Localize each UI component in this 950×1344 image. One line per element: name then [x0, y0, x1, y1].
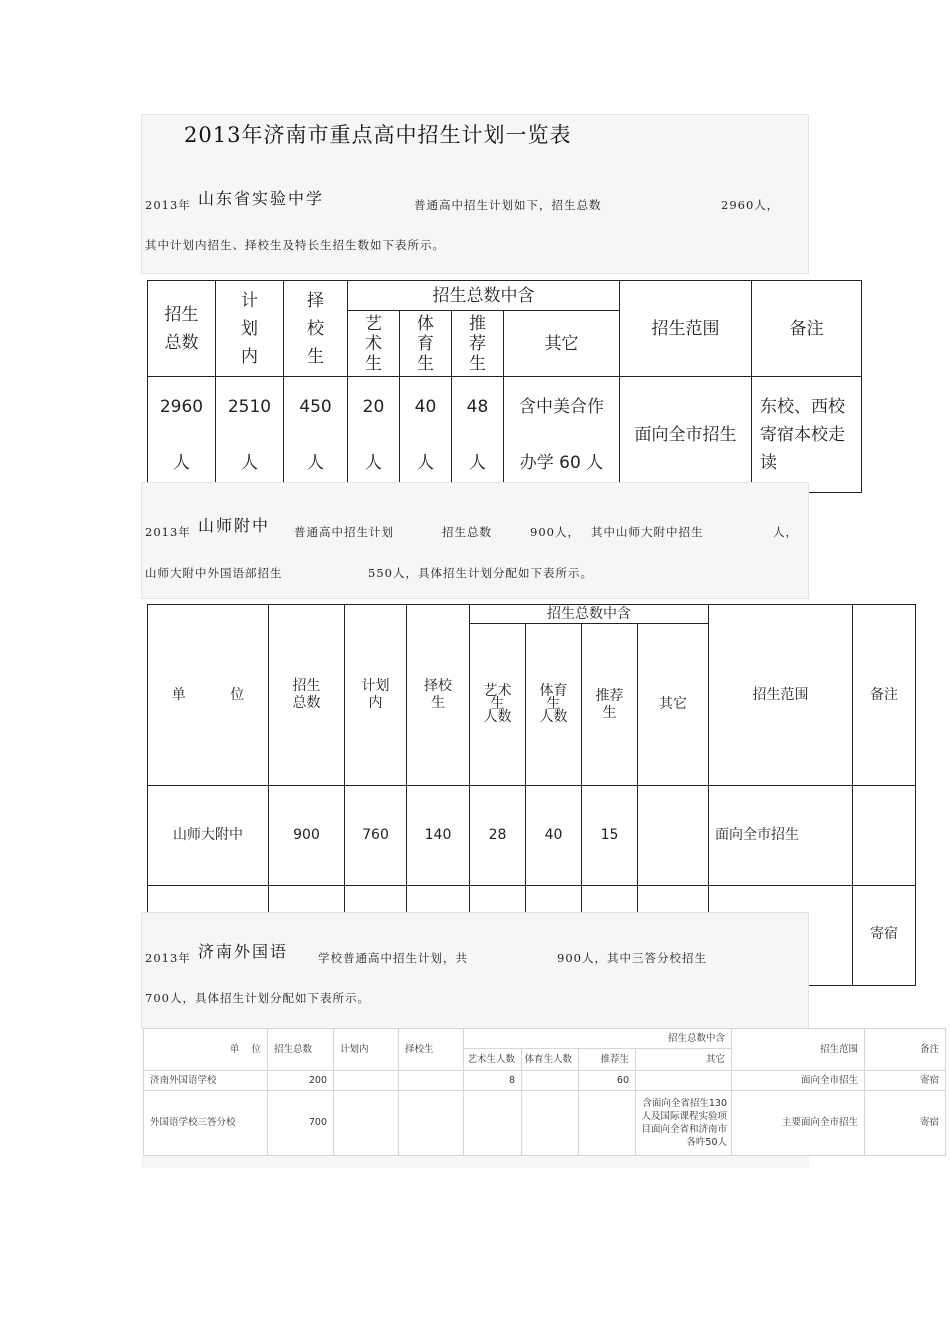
cell-note: 寄宿 [865, 1071, 946, 1091]
cell-unit: 外国语学校三答分校 [144, 1091, 268, 1156]
header-other: 其它 [636, 1049, 732, 1071]
header-plan: 计划内 [334, 1029, 399, 1071]
cell-note [853, 786, 916, 886]
cell-art: 20 人 [348, 377, 400, 493]
section-1-school: 山东省实验中学 [198, 189, 325, 208]
cell-range: 面向全市招生 [620, 377, 752, 493]
header-group: 招生总数中含 [348, 281, 620, 311]
cell-sport: 40 人 [400, 377, 452, 493]
header-total: 招生 总数 [269, 605, 345, 786]
section-2-panel [141, 482, 809, 599]
section-1-text-right: 2960人， [721, 198, 780, 212]
header-rec: 推 荐 生 [452, 311, 504, 377]
cell-total: 200 [268, 1071, 334, 1091]
cell-art [464, 1091, 522, 1156]
cell-plan [334, 1091, 399, 1156]
cell-plan [334, 1071, 399, 1091]
cell-range: 面向全市招生 [709, 786, 853, 886]
cell-note: 寄宿 [865, 1091, 946, 1156]
cell-total: 700 [268, 1091, 334, 1156]
section-2-text-mid3: 其中山师大附中招生 [591, 525, 704, 539]
header-art: 艺 术 生 [348, 311, 400, 377]
header-sport: 体育生人数 [522, 1049, 579, 1071]
header-art: 艺术生人数 [464, 1049, 522, 1071]
section-2-text-line2-left: 山师大附中外国语部招生 [145, 566, 283, 580]
section-2-text-mid2: 招生总数 [442, 525, 492, 539]
cell-select [399, 1091, 464, 1156]
cell-range: 面向全市招生 [732, 1071, 865, 1091]
cell-other [638, 786, 709, 886]
cell-note: 寄宿 [853, 886, 916, 986]
cell-rec: 60 [579, 1071, 636, 1091]
header-unit: 单 位 [144, 1029, 268, 1071]
header-other: 其它 [638, 624, 709, 786]
cell-select: 140 [407, 786, 470, 886]
table-row [144, 1071, 946, 1091]
header-select: 择校生 [399, 1029, 464, 1071]
section-2-year: 2013年 [145, 525, 191, 539]
section-1-text-line2: 其中计划内招生、择校生及特长生招生数如下表所示。 [145, 238, 445, 252]
section-2-text-right: 人， [773, 525, 798, 539]
section-1-text-mid: 普通高中招生计划如下，招生总数 [414, 198, 602, 212]
cell-sport [522, 1091, 579, 1156]
table-row [144, 1091, 946, 1156]
cell-sport: 40 [526, 786, 582, 886]
header-group: 招生总数中含 [470, 605, 709, 624]
header-art: 艺术 生 人数 [470, 624, 526, 786]
header-sport: 体育 生 人数 [526, 624, 582, 786]
section-1-year: 2013年 [145, 198, 191, 212]
section-3-year: 2013年 [145, 951, 191, 965]
cell-plan: 760 [345, 786, 407, 886]
section-3-panel [141, 912, 809, 1029]
table-waiyu-plan [143, 1028, 946, 1156]
header-rec: 推荐生 [579, 1049, 636, 1071]
header-other: 其它 [504, 311, 620, 377]
header-range: 招生范围 [620, 281, 752, 377]
cell-sport [522, 1071, 579, 1091]
header-sport: 体 育 生 [400, 311, 452, 377]
section-3-text-mid: 学校普通高中招生计划，共 [318, 951, 468, 965]
header-rec: 推荐 生 [582, 624, 638, 786]
table-row [148, 786, 916, 886]
header-total: 招生总数 [268, 1029, 334, 1071]
section-2-school: 山师附中 [198, 516, 271, 535]
cell-other: 含面向全省招生130 人及国际课程实验项 目面向全省和济南市 各吘50人 [636, 1091, 732, 1156]
section-3-text-line2: 700人，具体招生计划分配如下表所示。 [145, 991, 370, 1005]
cell-total: 2960 人 [148, 377, 216, 493]
header-unit: 单 位 [148, 605, 269, 786]
header-plan: 计划 内 [345, 605, 407, 786]
header-note: 备注 [752, 281, 862, 377]
header-plan: 计 划 内 [216, 281, 284, 377]
section-2-text-line2-num: 550人，具体招生计划分配如下表所示。 [368, 566, 593, 580]
header-range: 招生范围 [732, 1029, 865, 1071]
section-1-panel [141, 114, 809, 274]
header-group: 招生总数中含 [464, 1029, 732, 1049]
cell-total: 900 [269, 786, 345, 886]
cell-select: 450 人 [284, 377, 348, 493]
table-shiyan-plan [147, 280, 862, 493]
cell-unit: 山师大附中 [148, 786, 269, 886]
cell-rec: 48 人 [452, 377, 504, 493]
cell-art: 28 [470, 786, 526, 886]
table-3-bottom-strip [141, 1156, 809, 1168]
header-note: 备注 [853, 605, 916, 786]
section-2-text-num: 900人， [530, 525, 580, 539]
header-note: 备注 [865, 1029, 946, 1071]
section-3-text-num: 900人，其中三答分校招生 [557, 951, 707, 965]
cell-rec [579, 1091, 636, 1156]
cell-other [636, 1071, 732, 1091]
cell-art: 8 [464, 1071, 522, 1091]
cell-plan: 2510 人 [216, 377, 284, 493]
header-range: 招生范围 [709, 605, 853, 786]
header-total: 招生 总数 [148, 281, 216, 377]
section-3-school: 济南外国语 [198, 942, 289, 961]
header-select: 择校 生 [407, 605, 470, 786]
cell-other: 含中美合作 办学 60 人 [504, 377, 620, 493]
page-title: 2013年济南市重点高中招生计划一览表 [184, 123, 572, 147]
cell-unit: 济南外国语学校 [144, 1071, 268, 1091]
cell-rec: 15 [582, 786, 638, 886]
cell-range: 主要面向全市招生 [732, 1091, 865, 1156]
section-2-text-mid: 普通高中招生计划 [294, 525, 394, 539]
cell-note: 东校、西校 寄宿本校走 读 [752, 377, 862, 493]
cell-select [399, 1071, 464, 1091]
header-select: 择 校 生 [284, 281, 348, 377]
